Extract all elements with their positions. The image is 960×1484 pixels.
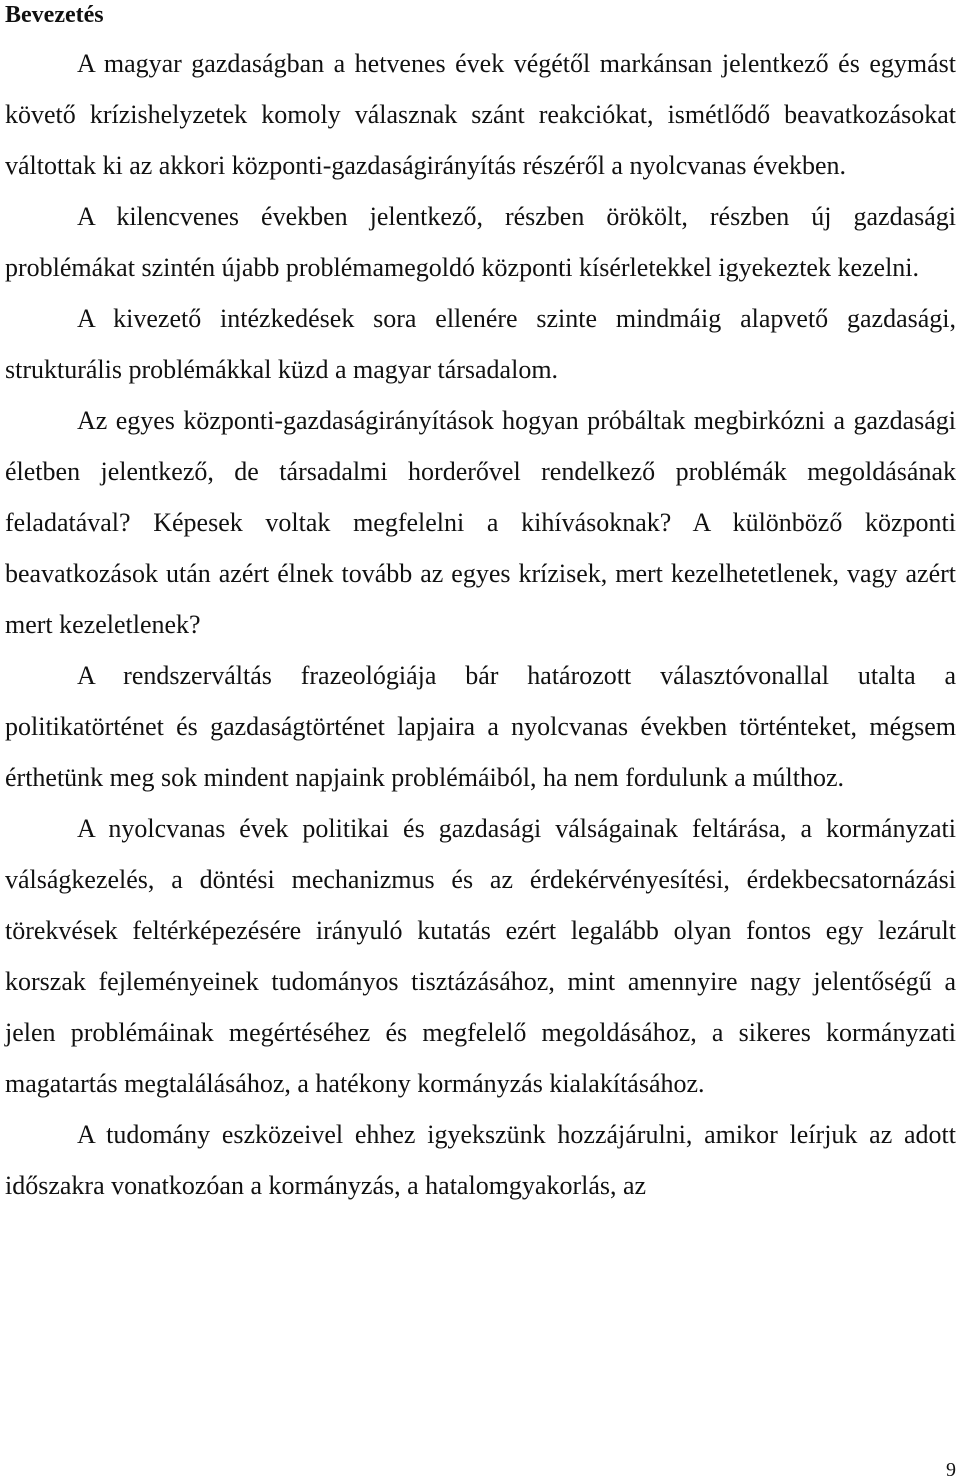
paragraph: A kilencvenes években jelentkező, részben örökölt, részben új gazdasági problémákat szintén újabb problémamegoldó központi kísérletekkel igyekeztek kezelni. — [5, 202, 956, 282]
paragraph: A tudomány eszközeivel ehhez igyekszünk hozzájárulni, amikor leírjuk az adott időszakra vonatkozóan a kormányzás, a hatalomgyakorlás, az — [5, 1120, 956, 1200]
paragraph: A kivezető intézkedések sora ellenére szinte mindmáig alapvető gazdasági, strukturális problémákkal küzd a magyar társadalom. — [5, 304, 956, 384]
page-number: 9 — [946, 1459, 956, 1481]
body-text — [5, 38, 956, 1211]
paragraph: A nyolcvanas évek politikai és gazdasági válságainak feltárása, a kormányzati válságkezelés, a döntési mechanizmus és az érdekérvényesítési, érdekbecsatornázási törekvések feltérképezésére irányuló kutatás ezért legalább olyan fontos egy lezárult korszak fejleményeinek tudományos tisztázásához, mint amennyire nagy jelentőségű a jelen problémáinak megértéséhez és megfelelő megoldásához, a sikeres kormányzati magatartás megtalálásához, a hatékony kormányzás kialakításához. — [5, 814, 956, 1098]
section-heading: Bevezetés — [5, 2, 104, 28]
paragraph: A rendszerváltás frazeológiája bár határozott választóvonallal utalta a politikatörténet és gazdaságtörténet lapjaira a nyolcvanas években történteket, mégsem érthetünk meg sok mindent napjaink problémáiból, ha nem fordulunk a múlthoz. — [5, 661, 956, 792]
paragraph: Az egyes központi-gazdaságirányítások hogyan próbáltak megbirkózni a gazdasági életben jelentkező, de társadalmi horderővel rendelkező problémák megoldásának feladatával? Képesek voltak megfelelni a kihívásoknak? A különböző központi beavatkozások után azért élnek tovább az egyes krízisek, mert kezelhetetlenek, vagy azért mert kezeletlenek? — [5, 406, 956, 639]
paragraph: A magyar gazdaságban a hetvenes évek végétől markánsan jelentkező és egymást követő krízishelyzetek komoly válasznak szánt reakciókat, ismétlődő beavatkozásokat váltottak ki az akkori központi-gazdaságirányítás részéről a nyolcvanas években. — [5, 49, 956, 180]
